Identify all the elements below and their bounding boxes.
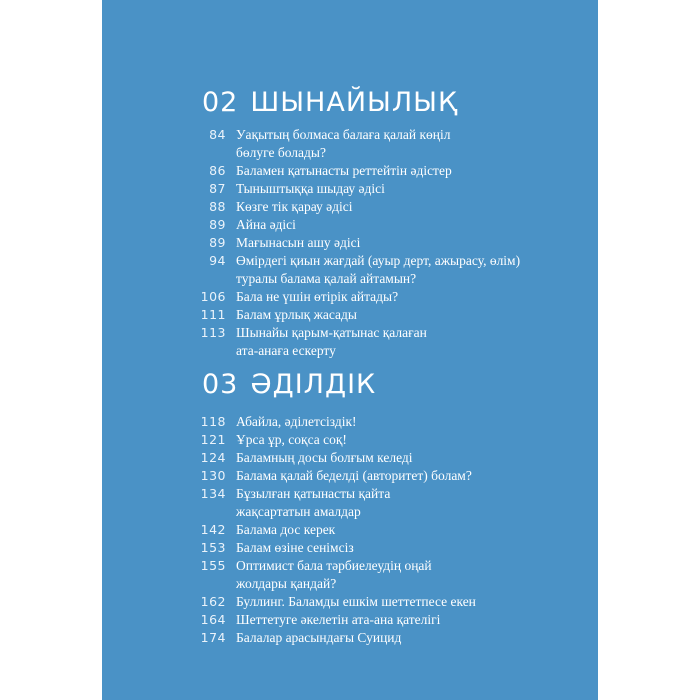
page-number: 121 — [200, 432, 226, 447]
entry-title — [236, 252, 536, 288]
entry-title — [236, 126, 536, 162]
entry-title — [236, 234, 536, 252]
entry-title-line: Баламның досы болғым келеді — [236, 450, 413, 465]
toc-entry — [102, 216, 598, 234]
section-number: 02 — [202, 87, 239, 118]
entry-title — [236, 539, 536, 557]
toc-entry — [102, 306, 598, 324]
section-title: ӘДІЛДІК — [250, 369, 377, 400]
entry-title-line: туралы балама қалай айтамын? — [236, 271, 417, 286]
page-number: 106 — [200, 289, 226, 304]
entry-title-line: Айна әдісі — [236, 217, 296, 232]
entry-title-line: жақсартатын амалдар — [236, 504, 361, 519]
entry-title-line: Тыныштыққа шыдау әдісі — [236, 181, 385, 196]
entry-title-line: ата-анаға ескерту — [236, 343, 336, 358]
entry-title — [236, 216, 536, 234]
page-number: 111 — [200, 307, 226, 322]
toc-entry — [102, 611, 598, 629]
entry-title-line: Баламен қатынасты реттейтін әдістер — [236, 163, 452, 178]
toc-entry — [102, 198, 598, 216]
entry-title — [236, 449, 536, 467]
entry-title — [236, 521, 536, 539]
page-number: 113 — [200, 325, 226, 340]
page-number: 153 — [200, 540, 226, 555]
entry-title — [236, 198, 536, 216]
toc-entry — [102, 180, 598, 198]
page-number: 118 — [200, 414, 226, 429]
section-title: ШЫНАЙЫЛЫҚ — [250, 87, 459, 118]
entry-title-line: Бұзылған қатынасты қайта — [236, 486, 391, 501]
entry-title-line: Балалар арасындағы Суицид — [236, 630, 402, 645]
entry-title-line: бөлуге болады? — [236, 145, 326, 160]
page-number: 162 — [200, 594, 226, 609]
entry-title-line: Буллинг. Баламды ешкім шеттетпесе екен — [236, 594, 476, 609]
toc-entry — [102, 629, 598, 647]
page-number: 164 — [200, 612, 226, 627]
entry-title — [236, 162, 536, 180]
toc-entry — [102, 467, 598, 485]
entry-title-line: жолдары қандай? — [236, 576, 337, 591]
entry-title — [236, 288, 536, 306]
entry-title — [236, 324, 536, 360]
entry-title — [236, 557, 536, 593]
section-number: 03 — [202, 369, 239, 400]
entry-title — [236, 467, 536, 485]
entry-title — [236, 485, 536, 521]
page-number: 89 — [209, 217, 226, 232]
toc-entry — [102, 288, 598, 306]
toc-entry — [102, 539, 598, 557]
entry-title-line: Шеттетуге әкелетін ата-ана қателігі — [236, 612, 441, 627]
page-number: 155 — [200, 558, 226, 573]
toc-list — [102, 126, 598, 360]
toc-entry — [102, 449, 598, 467]
entry-title — [236, 180, 536, 198]
entry-title-line: Оптимист бала тәрбиелеудің оңай — [236, 558, 432, 573]
entry-title-line: Мағынасын ашу әдісі — [236, 235, 361, 250]
section-heading — [202, 87, 458, 118]
toc-entry — [102, 557, 598, 593]
page-number: 88 — [209, 199, 226, 214]
toc-entry — [102, 252, 598, 288]
section-heading — [202, 369, 376, 400]
toc-entry — [102, 521, 598, 539]
entry-title — [236, 593, 536, 611]
page-number: 87 — [209, 181, 226, 196]
toc-entry — [102, 324, 598, 360]
toc-entry — [102, 126, 598, 162]
entry-title-line: Абайла, әділетсіздік! — [236, 414, 357, 429]
page-number: 84 — [209, 127, 226, 142]
entry-title — [236, 413, 536, 431]
entry-title-line: Балам ұрлық жасады — [236, 307, 357, 322]
toc-entry — [102, 485, 598, 521]
page-number: 142 — [200, 522, 226, 537]
entry-title-line: Ұрса ұр, соқса соқ! — [236, 432, 347, 447]
entry-title-line: Балам өзіне сенімсіз — [236, 540, 354, 555]
toc-entry — [102, 234, 598, 252]
toc-list — [102, 413, 598, 647]
entry-title-line: Өмірдегі қиын жағдай (ауыр дерт, ажырасу, өлім) — [236, 253, 521, 268]
toc-page — [102, 0, 598, 700]
toc-entry — [102, 162, 598, 180]
toc-entry — [102, 431, 598, 449]
page-number: 89 — [209, 235, 226, 250]
page-number: 130 — [200, 468, 226, 483]
entry-title-line: Балама дос керек — [236, 522, 336, 537]
entry-title — [236, 629, 536, 647]
page-number: 174 — [200, 630, 226, 645]
entry-title-line: Көзге тік қарау әдісі — [236, 199, 353, 214]
page-number: 86 — [209, 163, 226, 178]
toc-entry — [102, 413, 598, 431]
page-number: 124 — [200, 450, 226, 465]
entry-title-line: Уақытың болмаса балаға қалай көңіл — [236, 127, 451, 142]
page-number: 134 — [200, 486, 226, 501]
entry-title-line: Шынайы қарым-қатынас қалаған — [236, 325, 427, 340]
entry-title — [236, 611, 536, 629]
entry-title — [236, 306, 536, 324]
entry-title-line: Бала не үшін өтірік айтады? — [236, 289, 399, 304]
entry-title-line: Балама қалай беделді (авторитет) болам? — [236, 468, 472, 483]
page-number: 94 — [209, 253, 226, 268]
toc-entry — [102, 593, 598, 611]
entry-title — [236, 431, 536, 449]
